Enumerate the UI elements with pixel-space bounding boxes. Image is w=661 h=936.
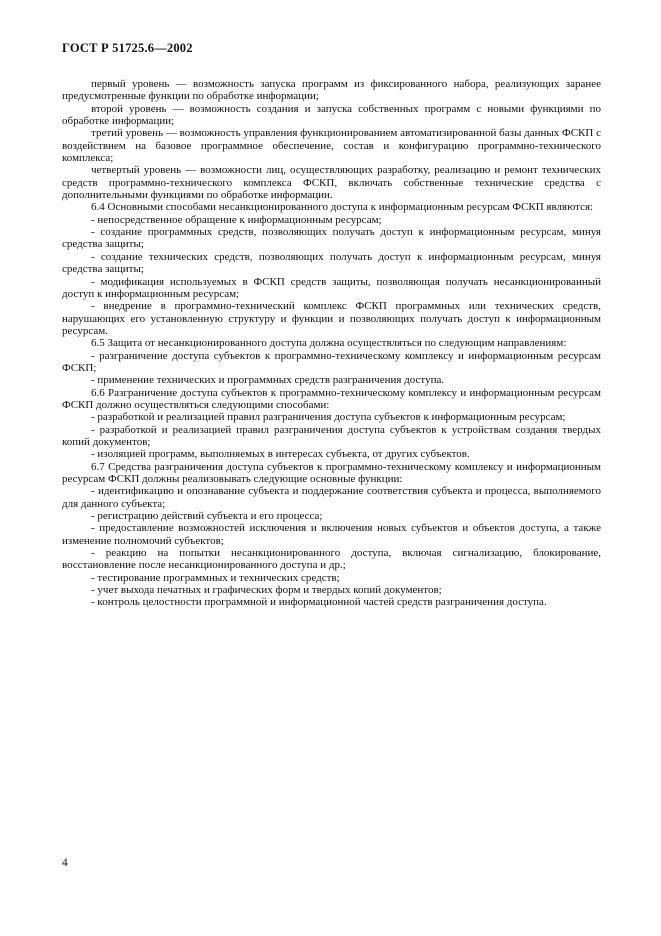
section-paragraph: 6.4 Основными способами несанкционированного доступа к информационным ресурсам ФСКП являются: [91,201,594,214]
paragraph: четвертый уровень — возможности лиц, осуществляющих разработку, реализацию и ремонт технических средств программно-технического комплекса ФСКП, включать собственные технические средства с дополнительными функциями по обработке информации. [62,164,601,202]
list-item: - непосредственное обращение к информационным ресурсам; [91,213,382,226]
document-header: ГОСТ Р 51725.6—2002 [62,41,193,55]
section-paragraph: 6.7 Средства разграничения доступа субъектов к программно-техническому комплексу и информационным ресурсам ФСКП должны реализовывать следующие основные функции: [62,460,601,485]
list-item: - идентификацию и опознавание субъекта и поддержание соответствия субъекта и процесса, выполняемого для данного субъекта; [62,485,601,510]
list-item: - контроль целостности программной и информационной частей средств разграничения доступа. [91,596,547,609]
list-item: - тестирование программных и технических средств; [91,571,340,584]
list-item: - разграничение доступа субъектов к программно-техническому комплексу и информационным ресурсам ФСКП; [62,349,601,374]
document-body [62,78,601,609]
paragraph: третий уровень — возможность управления функционированием автоматизированной базы данных ФСКП с воздействием на базовое программное обеспечение, состав и конфигурацию программно-технического комплекса; [62,127,601,165]
page-number: 4 [62,857,68,869]
list-item: - изоляцией программ, выполняемых в интересах субъекта, от других субъектов. [91,448,470,461]
paragraph: второй уровень — возможность создания и запуска собственных программ с новыми функциями по обработке информации; [62,102,601,128]
list-item: - регистрацию действий субъекта и его процесса; [91,510,323,523]
list-item: - учет выхода печатных и графических форм и твердых копий документов; [91,584,442,597]
list-item: - применение технических и программных средств разграничения доступа. [91,374,445,387]
list-item: - разработкой и реализацией правил разграничения доступа субъектов к устройствам создания твердых копий документов; [62,423,601,448]
list-item: - внедрение в программно-технический комплекс ФСКП программных или технических средств, нарушающих его установленную структуру и функции и позволяющих получать доступ к информационным ресурсам. [62,300,601,337]
section-paragraph: 6.6 Разграничение доступа субъектов к программно-техническому комплексу и информационным ресурсам ФСКП должно осуществляться следующими способами: [62,386,601,411]
list-item: - реакцию на попытки несанкционированного доступа, включая сигнализацию, блокирование, восстановление после несанкционированного доступа и др.; [62,547,601,572]
section-paragraph: 6.5 Защита от несанкционированного доступа должна осуществляться по следующим направлениям: [91,337,567,350]
paragraph: первый уровень — возможность запуска программ из фиксированного набора, реализующих заранее предусмотренные функции по обработке информации; [62,78,601,103]
list-item: - предоставление возможностей исключения и включения новых субъектов и объектов доступа, а также изменение полномочий субъектов; [62,522,601,547]
list-item: - разработкой и реализацией правил разграничения доступа субъектов к информационным ресурсам; [91,411,566,424]
list-item: - создание технических средств, позволяющих получать доступ к информационным ресурсам, минуя средства защиты; [62,250,601,276]
list-item: - создание программных средств, позволяющих получать доступ к информационным ресурсам, минуя средства защиты; [62,226,601,251]
list-item: - модификация используемых в ФСКП средств защиты, позволяющая получать несанкционированный доступ к информационным ресурсам; [62,275,601,300]
